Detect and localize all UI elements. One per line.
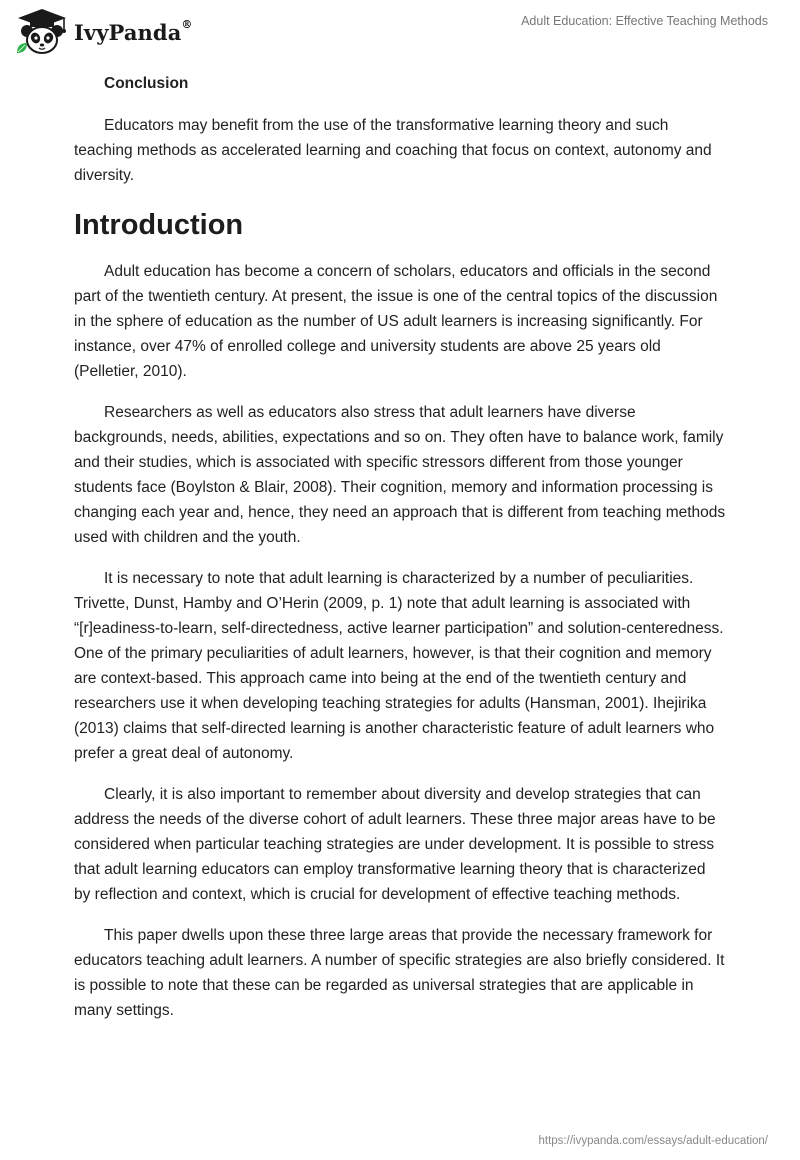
intro-paragraph-5: This paper dwells upon these three large areas that provide the necessary framework for educators teaching adult learners. A number of specific strategies are also briefly considered. It is possible to note that these can be regarded as universal strategies that are applicable in many settings. — [74, 927, 725, 1019]
document-title: Adult Education: Effective Teaching Methods — [521, 14, 768, 28]
footer-url-link[interactable]: https://ivypanda.com/essays/adult-education/ — [538, 1135, 768, 1147]
conclusion-heading: Conclusion — [104, 75, 189, 92]
intro-paragraph-3: It is necessary to note that adult learning is characterized by a number of peculiarities. Trivette, Dunst, Hamby and O’Herin (2009, p. 1) note that adult learning is associated with “[r]eadiness-to-learn, self-directedness, active learner participation” and solution-centeredness. One of the primary peculiarities of adult learners, however, is that their cognition and memory are context-based. This approach came into being at the end of the twentieth century and researchers use it when developing teaching strategies for adults (Hansman, 2001). Ihejirika (2013) claims that self-directed learning is another characteristic feature of adult learners who prefer a great deal of autonomy. — [74, 570, 724, 762]
conclusion-paragraph: Educators may benefit from the use of the transformative learning theory and such teaching methods as accelerated learning and coaching that focus on context, autonomy and diversity. — [74, 117, 712, 184]
page-header — [0, 0, 800, 62]
brand-name: IvyPanda® — [74, 17, 193, 45]
essay-content — [74, 71, 726, 1023]
intro-paragraph-4: Clearly, it is also important to remember about diversity and develop strategies that can address the needs of the diverse cohort of adult learners. These three major areas have to be considered when particular teaching strategies are under development. It is possible to stress that adult learning educators can employ transformative learning theory that is characterized by reflection and context, which is crucial for development of effective teaching methods. — [74, 786, 716, 903]
introduction-heading: Introduction — [74, 209, 244, 241]
intro-paragraph-1: Adult education has become a concern of scholars, educators and officials in the second part of the twentieth century. At present, the issue is one of the central topics of the discussion in the sphere of education as the number of US adult learners is increasing significantly. For instance, over 47% of enrolled college and university students are above 25 years old (Pelletier, 2010). — [74, 263, 718, 380]
panda-graduate-icon — [14, 7, 70, 57]
brand-logo[interactable] — [14, 7, 193, 57]
intro-paragraph-2: Researchers as well as educators also stress that adult learners have diverse backgrounds, needs, abilities, expectations and so on. They often have to balance work, family and their studies, which is associated with specific stressors different from those younger students face (Boylston & Blair, 2008). Their cognition, memory and information processing is changing each year and, hence, they need an approach that is different from teaching methods used with children and the youth. — [74, 404, 726, 546]
